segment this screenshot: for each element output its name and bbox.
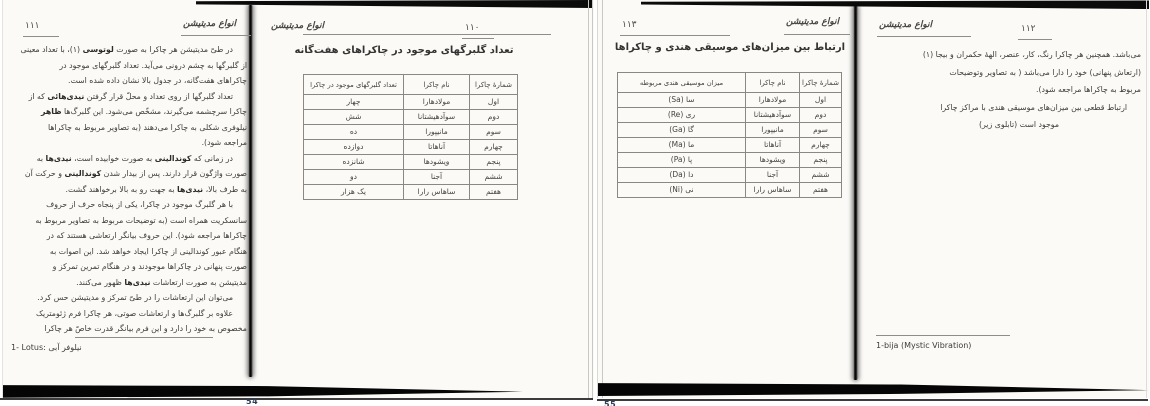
sheet-number-55: 55 xyxy=(604,400,617,406)
text-line: می‌باشد. همچنین هر چاکرا رنگ، کار، عنصر، الهۀ حکمران و بیجا (۱) xyxy=(922,50,1141,59)
table-row xyxy=(304,170,518,185)
table-title-music: ارتباط بین میزان‌های موسیقی هندی و چاکراها xyxy=(614,42,846,53)
table-cell: مانیپورا xyxy=(404,125,470,140)
text-line: در طیّ مدیتیشن هر چاکرا به صورت لوتوسی (۱)، با تعداد معینی xyxy=(20,45,233,54)
text-line: مدیتیشن به صورت ارتعاشات نیدی‌ها ظهور می‌کنند. xyxy=(76,277,247,287)
scan-bottom-rule-left xyxy=(0,398,593,400)
scan-right-edge-line xyxy=(588,0,589,398)
table-cell: سوم xyxy=(470,125,518,140)
table-cell: ده xyxy=(304,125,404,140)
sheet-number-54: 54 xyxy=(246,397,259,406)
scan-top-edge-artifact xyxy=(196,0,592,8)
table-cell: شش xyxy=(304,110,404,125)
table-row xyxy=(304,185,518,200)
table-cell: آناهاتا xyxy=(746,138,800,153)
table-row xyxy=(304,125,518,140)
table-cell: دو xyxy=(304,170,404,185)
scanned-spread-pages-111-110 xyxy=(2,0,594,398)
table-cell: هفتم xyxy=(800,183,842,198)
book-spine-shadow xyxy=(248,5,253,377)
footnote-bija: 1-bija (Mystic Vibration) xyxy=(876,341,972,350)
table-cell: دا (Da) xyxy=(618,168,746,183)
table-row xyxy=(304,95,518,110)
table-cell: نی (Ni) xyxy=(618,183,746,198)
table-row xyxy=(618,138,842,153)
table-cell: آجنا xyxy=(746,168,800,183)
column-header: شمارهٔ چاکرا xyxy=(800,73,842,93)
column-header: میزان موسیقی هندی مربوطه xyxy=(618,73,746,93)
text-line: می‌توان این ارتعاشات را در طیّ تمرکز و مدیتیشن حس کرد. xyxy=(37,293,233,302)
table-cell: سا (Sa) xyxy=(618,93,746,108)
table-row xyxy=(618,183,842,198)
book-spine-shadow xyxy=(853,6,858,380)
header-rule xyxy=(303,34,551,35)
text-line: ارتباط قطعی بین میزان‌های موسیقی هندی با مراکز چاکرا xyxy=(940,102,1127,112)
table-cell: اول xyxy=(470,95,518,110)
scan-bottom-edge-artifact xyxy=(3,384,523,398)
text-line: در زمانی که کوندالینی به صورت خوابیده است، نیدی‌ها به xyxy=(36,153,233,163)
table-cell: هفتم xyxy=(470,185,518,200)
text-line: هنگام عبور کوندالینی از چاکرا ایجاد خواهد شد. این اصوات به xyxy=(49,246,247,256)
table-row xyxy=(304,155,518,170)
table-cell: آجنا xyxy=(404,170,470,185)
text-line: مخصوص به خود را دارد و این فرم بیانگر قدرت خاصّ هر چاکرا xyxy=(44,324,247,333)
header-underline xyxy=(181,35,251,36)
running-title-111: انواع مدیتیشن xyxy=(183,19,237,29)
scan-bottom-edge-artifact xyxy=(598,382,1149,396)
table-row xyxy=(618,153,842,168)
table-header-row xyxy=(618,73,842,93)
table-row xyxy=(304,110,518,125)
table-cell: گا (Ga) xyxy=(618,123,746,138)
header-rule xyxy=(620,35,730,36)
scan-top-edge-artifact xyxy=(641,0,1149,9)
text-line: چاکراها مراجعه شود). این حروف بیانگر ارتعاشی هستند که در xyxy=(46,231,247,240)
column-header: نام چاکرا xyxy=(404,75,470,95)
page-number-111: ۱۱۱ xyxy=(25,21,40,31)
table-cell: اول xyxy=(800,93,842,108)
running-title-112: انواع مدیتیشن xyxy=(879,20,933,30)
table-cell: ویشودها xyxy=(746,153,800,168)
text-line: صورت پنهانی در چاکراها موجودند و در هنگام تمرین تمرکز و xyxy=(52,262,247,271)
table-cell: چهارم xyxy=(800,138,842,153)
table-cell: ششم xyxy=(800,168,842,183)
table-cell: پا (Pa) xyxy=(618,153,746,168)
header-underline xyxy=(23,36,59,37)
table-cell: ششم xyxy=(470,170,518,185)
page-number-113: ۱۱۳ xyxy=(622,20,637,30)
table-cell: آناهاتا xyxy=(404,140,470,155)
petals-table xyxy=(303,74,518,200)
text-line: از گلبرگها به چشم درونی می‌آید. تعداد گلبرگهای موجود در xyxy=(59,60,247,70)
text-line: مربوط به چاکراها مراجعه شود). xyxy=(1036,85,1141,95)
text-line: صورت واژگون قرار دارند. پس از بیدار شدن کوندالینی و حرکت آن xyxy=(24,169,247,178)
text-line: با هر گلبرگ موجود در چاکرا، یکی از پنجاه حرف از حروف xyxy=(46,200,233,209)
table-cell: شانزده xyxy=(304,155,404,170)
table-cell: مولادهارا xyxy=(404,95,470,110)
header-underline xyxy=(462,38,494,39)
page-number-110: ۱۱۰ xyxy=(465,23,480,33)
table-row xyxy=(618,168,842,183)
header-underline xyxy=(784,34,850,35)
table-cell: سوآدهیشتانا xyxy=(746,108,800,123)
table-cell: ویشودها xyxy=(404,155,470,170)
column-header: شمارهٔ چاکرا xyxy=(470,75,518,95)
table-cell: چهار xyxy=(304,95,404,110)
music-chakra-table xyxy=(617,72,842,198)
scan-bottom-rule-right xyxy=(597,399,1148,401)
text-line: مراجعه شود). xyxy=(201,138,247,147)
table-row xyxy=(618,123,842,138)
table-title-petals: تعداد گلبرگهای موجود در چاکراهای هفت‌گانه xyxy=(294,45,514,56)
table-cell: ساهاس رارا xyxy=(746,183,800,198)
table-cell: چهارم xyxy=(470,140,518,155)
text-line: به طرف بالا، نیدی‌ها به جهت رو به بالا برخواهند گشت. xyxy=(65,184,247,194)
column-header: تعداد گلبرگهای موجود در چاکرا xyxy=(304,75,404,95)
footnote-lotus: 1- Lotus: نیلوفر آبی xyxy=(11,343,82,352)
text-line: سانسکریت همراه است (به توضیحات مربوط به تصاویر مربوط به xyxy=(35,215,247,225)
running-title-113: انواع مدیتیشن xyxy=(786,17,840,27)
text-line: نیلوفری شکلی به چاکرا می‌دهند (به تصاویر مربوط به چاکراها xyxy=(48,122,247,132)
page-number-112: ۱۱۲ xyxy=(1021,24,1036,34)
footnote-divider xyxy=(75,337,213,338)
text-line: علاوه بر گلبرگ‌ها و ارتعاشات صوتی، هر چاکرا فرم ژئومتریک xyxy=(35,308,233,318)
running-title-110: انواع مدیتیشن xyxy=(271,21,325,31)
text-line: موجود است (تابلوی زیر) xyxy=(978,120,1060,130)
footnote-divider xyxy=(876,335,1010,336)
table-cell: مانیپورا xyxy=(746,123,800,138)
table-cell: یک هزار xyxy=(304,185,404,200)
text-line: چاکرا سرچشمه می‌گیرند، مشخّص می‌شود. این گلبرگ‌ها ظاهر xyxy=(41,107,247,116)
page-112-body-text xyxy=(869,46,1141,138)
scan-right-edge-line xyxy=(1146,0,1147,398)
text-line: (ارتعاش پنهانی) خود را دارا می‌باشد ( به تصاویر وتوضیحات xyxy=(949,67,1141,77)
column-header: نام چاکرا xyxy=(746,73,800,93)
page-111-body-text xyxy=(11,42,247,338)
table-header-row xyxy=(304,75,518,95)
table-cell: مولادهارا xyxy=(746,93,800,108)
table-cell: سوم xyxy=(800,123,842,138)
table-row xyxy=(618,108,842,123)
table-cell: ری (Re) xyxy=(618,108,746,123)
table-cell: سوآدهیشتانا xyxy=(404,110,470,125)
table-cell: دوم xyxy=(470,110,518,125)
table-cell: پنجم xyxy=(800,153,842,168)
table-cell: دوازده xyxy=(304,140,404,155)
scan-right-edge-line xyxy=(592,0,593,398)
header-rule xyxy=(877,36,971,37)
table-cell: ساهاس رارا xyxy=(404,185,470,200)
text-line: چاکراهای هفت‌گانه، در جدول بالا نشان داده شده است. xyxy=(68,76,247,85)
text-line: تعداد گلبرگها از روی تعداد و محلّ قرار گرفتن نیدی‌هائی که از xyxy=(28,91,233,101)
header-underline xyxy=(1018,39,1052,40)
table-row xyxy=(618,93,842,108)
scanned-spread-pages-113-112 xyxy=(597,0,1149,398)
table-cell: دوم xyxy=(800,108,842,123)
table-row xyxy=(304,140,518,155)
table-cell: پنجم xyxy=(470,155,518,170)
scan-left-edge-line xyxy=(602,0,603,398)
table-cell: ما (Ma) xyxy=(618,138,746,153)
